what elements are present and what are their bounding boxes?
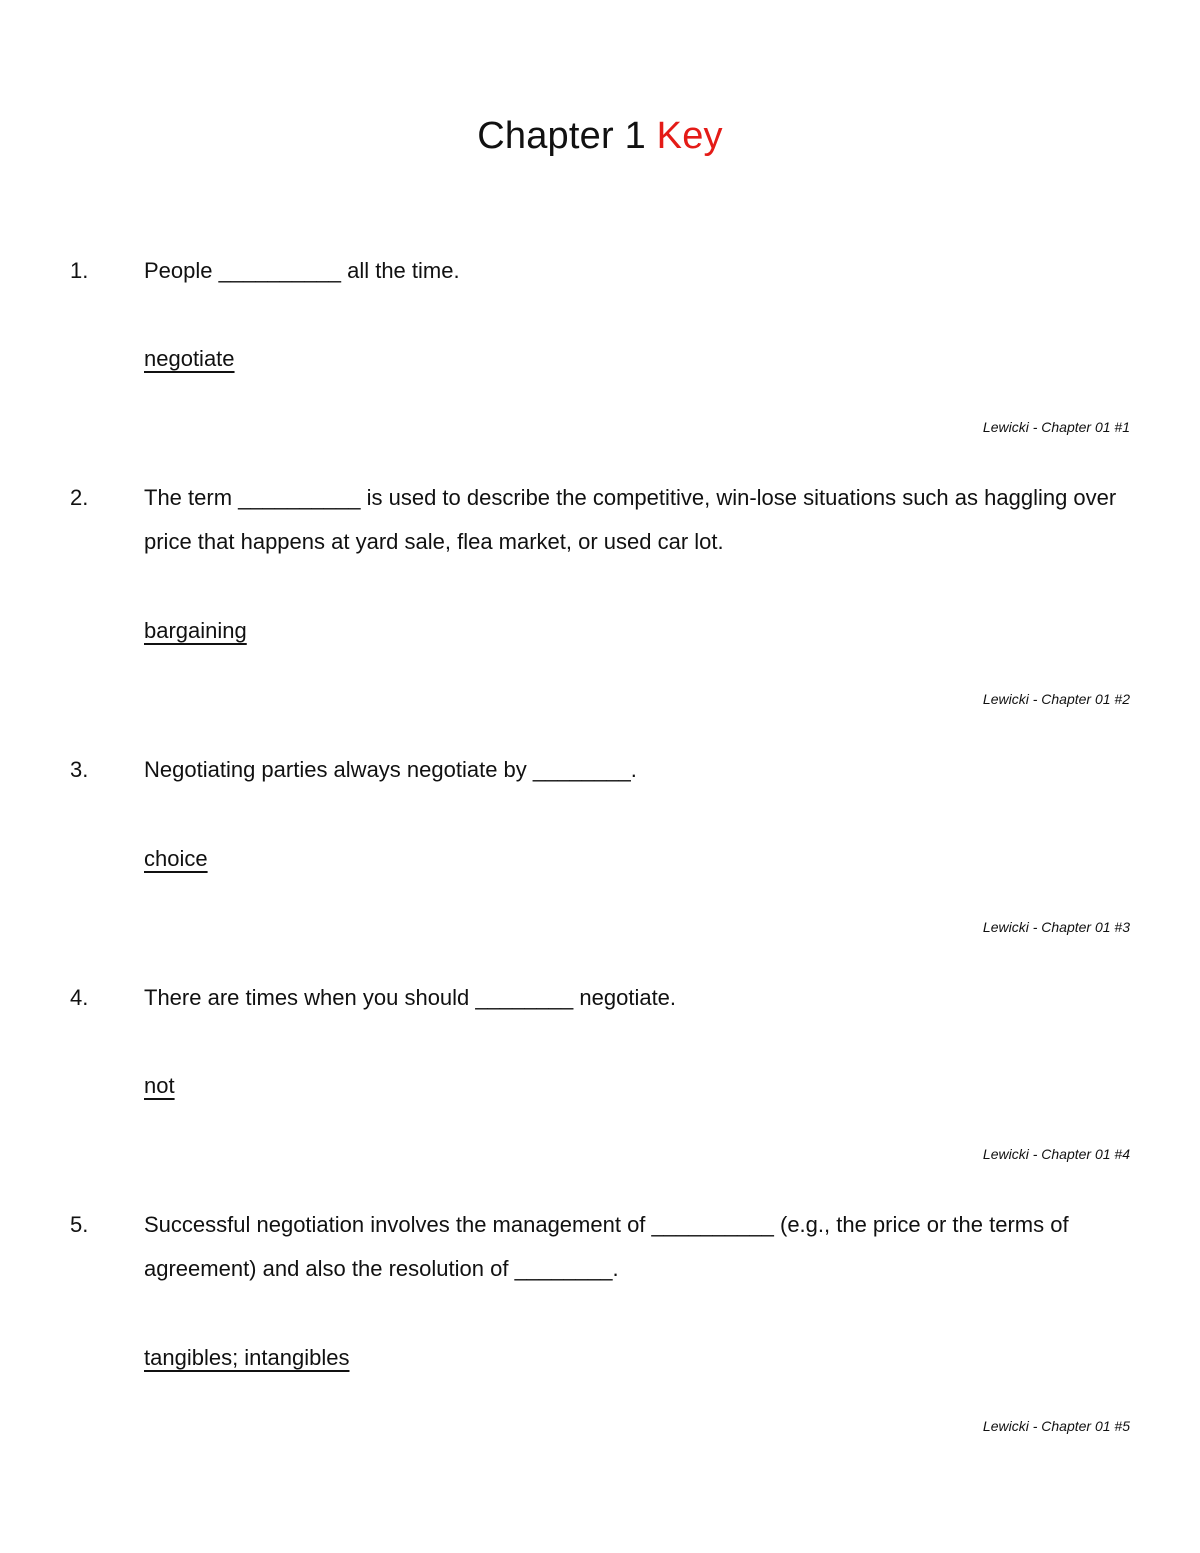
question-4-source: Lewicki - Chapter 01 #4: [982, 1146, 1130, 1162]
question-1-text: People __________ all the time.: [144, 258, 460, 283]
title-main: Chapter 1: [477, 115, 646, 157]
title-accent: Key: [656, 115, 723, 157]
question-5-number: 5.: [70, 1212, 89, 1237]
question-2-number: 2.: [70, 485, 89, 510]
question-4-number: 4.: [70, 985, 89, 1010]
question-1-source: Lewicki - Chapter 01 #1: [982, 419, 1130, 435]
question-5-answer: tangibles; intangibles: [144, 1345, 350, 1370]
question-1-number: 1.: [70, 258, 89, 283]
question-4-text: There are times when you should ________ negotiate.: [144, 985, 677, 1010]
question-3-source: Lewicki - Chapter 01 #3: [982, 919, 1130, 935]
question-2-text: The term __________ is used to describe the competitive, win-lose situations such as haggling over price that happens at yard sale, flea market, or used car lot.: [144, 485, 1117, 554]
question-4-answer: not: [144, 1073, 175, 1098]
question-2-answer: bargaining: [144, 618, 247, 643]
page-title: [0, 112, 1200, 160]
question-3-answer: choice: [144, 846, 208, 871]
question-1-answer: negotiate: [144, 346, 235, 371]
question-3-number: 3.: [70, 757, 89, 782]
question-3-text: Negotiating parties always negotiate by ________.: [144, 757, 637, 782]
question-2-source: Lewicki - Chapter 01 #2: [982, 691, 1130, 707]
question-5-text: Successful negotiation involves the management of __________ (e.g., the price or the terms of agreement) and also the resolution of ________.: [144, 1212, 1069, 1281]
question-5-source: Lewicki - Chapter 01 #5: [982, 1418, 1130, 1434]
